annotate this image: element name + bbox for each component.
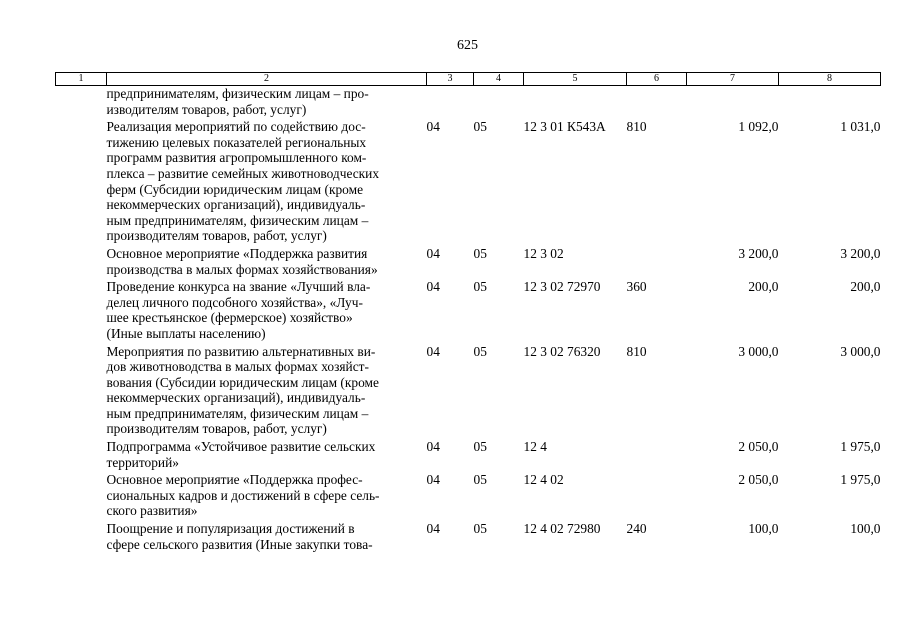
row-amount-year2: 1 975,0 xyxy=(840,439,881,455)
budget-table xyxy=(55,72,881,552)
row-amount-year2: 200,0 xyxy=(850,279,881,295)
row-expense-type: 810 xyxy=(626,343,647,359)
header-col-2: 2 xyxy=(107,73,427,86)
row-col-1 xyxy=(56,519,107,552)
row-amount-year1: 100,0 xyxy=(748,521,779,537)
row-amount-year1 xyxy=(687,86,779,118)
row-col-1 xyxy=(56,342,107,438)
row-col-1 xyxy=(56,470,107,519)
row-name: Основное мероприятие «Поддержка профес- сиональных кадров и достижений в сфере сель- ского развития» xyxy=(106,472,380,519)
row-target-article: 12 4 02 xyxy=(523,472,564,488)
row-expense-type: 810 xyxy=(626,119,647,135)
row-amount-year1: 2 050,0 xyxy=(738,439,779,455)
row-amount-year2 xyxy=(779,86,881,118)
row-target-article: 12 4 xyxy=(523,439,547,455)
table-row xyxy=(56,244,881,277)
row-razdel xyxy=(427,86,474,118)
row-target-article: 12 3 02 76320 xyxy=(523,343,601,359)
row-amount-year1: 3 200,0 xyxy=(738,245,779,261)
table-row xyxy=(56,342,881,438)
row-col-1 xyxy=(56,86,107,118)
header-col-1: 1 xyxy=(56,73,107,86)
row-podrazdel: 05 xyxy=(473,521,487,537)
row-col-1 xyxy=(56,244,107,277)
row-amount-year2: 100,0 xyxy=(850,521,881,537)
table-row xyxy=(56,117,881,244)
row-podrazdel: 05 xyxy=(473,472,487,488)
row-name: Поощрение и популяризация достижений в сфере сельского развития (Иные закупки това- xyxy=(106,521,373,552)
row-podrazdel: 05 xyxy=(473,279,487,295)
row-podrazdel: 05 xyxy=(473,439,487,455)
row-amount-year1: 1 092,0 xyxy=(738,119,779,135)
row-podrazdel: 05 xyxy=(473,343,487,359)
row-amount-year2: 1 031,0 xyxy=(840,119,881,135)
row-name: Реализация мероприятий по содействию дос- тижению целевых показателей региональных программ развития агропромышленного ком- плекса – развитие семейных животноводческих ферм (Субсидии юридическим лицам (кроме некоммерческих организаций), индивидуаль- ным предпринимателям, физическим лицам – производителям товаров, работ, услуг) xyxy=(106,119,380,244)
row-name: Проведение конкурса на звание «Лучший вла- делец личного подсобного хозяйства», «Луч- шее крестьянское (фермерское) хозяйство» (Иные выплаты населению) xyxy=(106,279,371,341)
row-podrazdel xyxy=(474,86,524,118)
row-expense-type xyxy=(627,244,687,277)
row-amount-year2: 3 200,0 xyxy=(840,245,881,261)
row-amount-year2: 1 975,0 xyxy=(840,472,881,488)
row-razdel: 04 xyxy=(426,472,440,488)
row-name: Мероприятия по развитию альтернативных ви- дов животноводства в малых формах хозяйст- вования (Субсидии юридическим лицам (кроме некоммерческих организаций), индивидуаль- ным предпринимателям, физическим лицам – производителям товаров, работ, услуг) xyxy=(106,343,379,437)
row-target-article: 12 3 02 72970 xyxy=(523,279,601,295)
row-amount-year1: 200,0 xyxy=(748,279,779,295)
table-row xyxy=(56,86,881,118)
table-row xyxy=(56,470,881,519)
row-name: Основное мероприятие «Поддержка развития производства в малых формах хозяйствования» xyxy=(106,245,378,277)
table-row xyxy=(56,519,881,552)
row-amount-year1: 3 000,0 xyxy=(738,343,779,359)
row-expense-type: 360 xyxy=(626,279,647,295)
row-name: Подпрограмма «Устойчивое развитие сельских территорий» xyxy=(106,439,376,470)
row-razdel: 04 xyxy=(426,439,440,455)
row-expense-type xyxy=(627,437,687,470)
table-row xyxy=(56,277,881,341)
row-expense-type: 240 xyxy=(626,521,647,537)
table-row xyxy=(56,437,881,470)
row-podrazdel: 05 xyxy=(473,245,487,261)
row-razdel: 04 xyxy=(426,245,440,261)
row-target-article: 12 4 02 72980 xyxy=(523,521,601,537)
row-target-article: 12 3 01 К543А xyxy=(523,119,606,135)
row-razdel: 04 xyxy=(426,119,440,135)
header-col-5: 5 xyxy=(524,73,627,86)
row-col-1 xyxy=(56,117,107,244)
header-col-7: 7 xyxy=(687,73,779,86)
header-col-4: 4 xyxy=(474,73,524,86)
row-name: предпринимателям, физическим лицам – про- изводителям товаров, работ, услуг) xyxy=(106,86,369,117)
header-col-6: 6 xyxy=(627,73,687,86)
page-number: 625 xyxy=(457,38,478,53)
row-razdel: 04 xyxy=(426,521,440,537)
row-col-1 xyxy=(56,437,107,470)
row-target-article xyxy=(524,86,627,118)
row-razdel: 04 xyxy=(426,279,440,295)
row-amount-year1: 2 050,0 xyxy=(738,472,779,488)
row-razdel: 04 xyxy=(426,343,440,359)
table-body xyxy=(56,86,881,553)
row-col-1 xyxy=(56,277,107,341)
table-header xyxy=(56,73,881,86)
row-target-article: 12 3 02 xyxy=(523,245,564,261)
header-col-8: 8 xyxy=(779,73,881,86)
row-amount-year2: 3 000,0 xyxy=(840,343,881,359)
row-expense-type xyxy=(627,86,687,118)
row-expense-type xyxy=(627,470,687,519)
header-col-3: 3 xyxy=(427,73,474,86)
row-podrazdel: 05 xyxy=(473,119,487,135)
